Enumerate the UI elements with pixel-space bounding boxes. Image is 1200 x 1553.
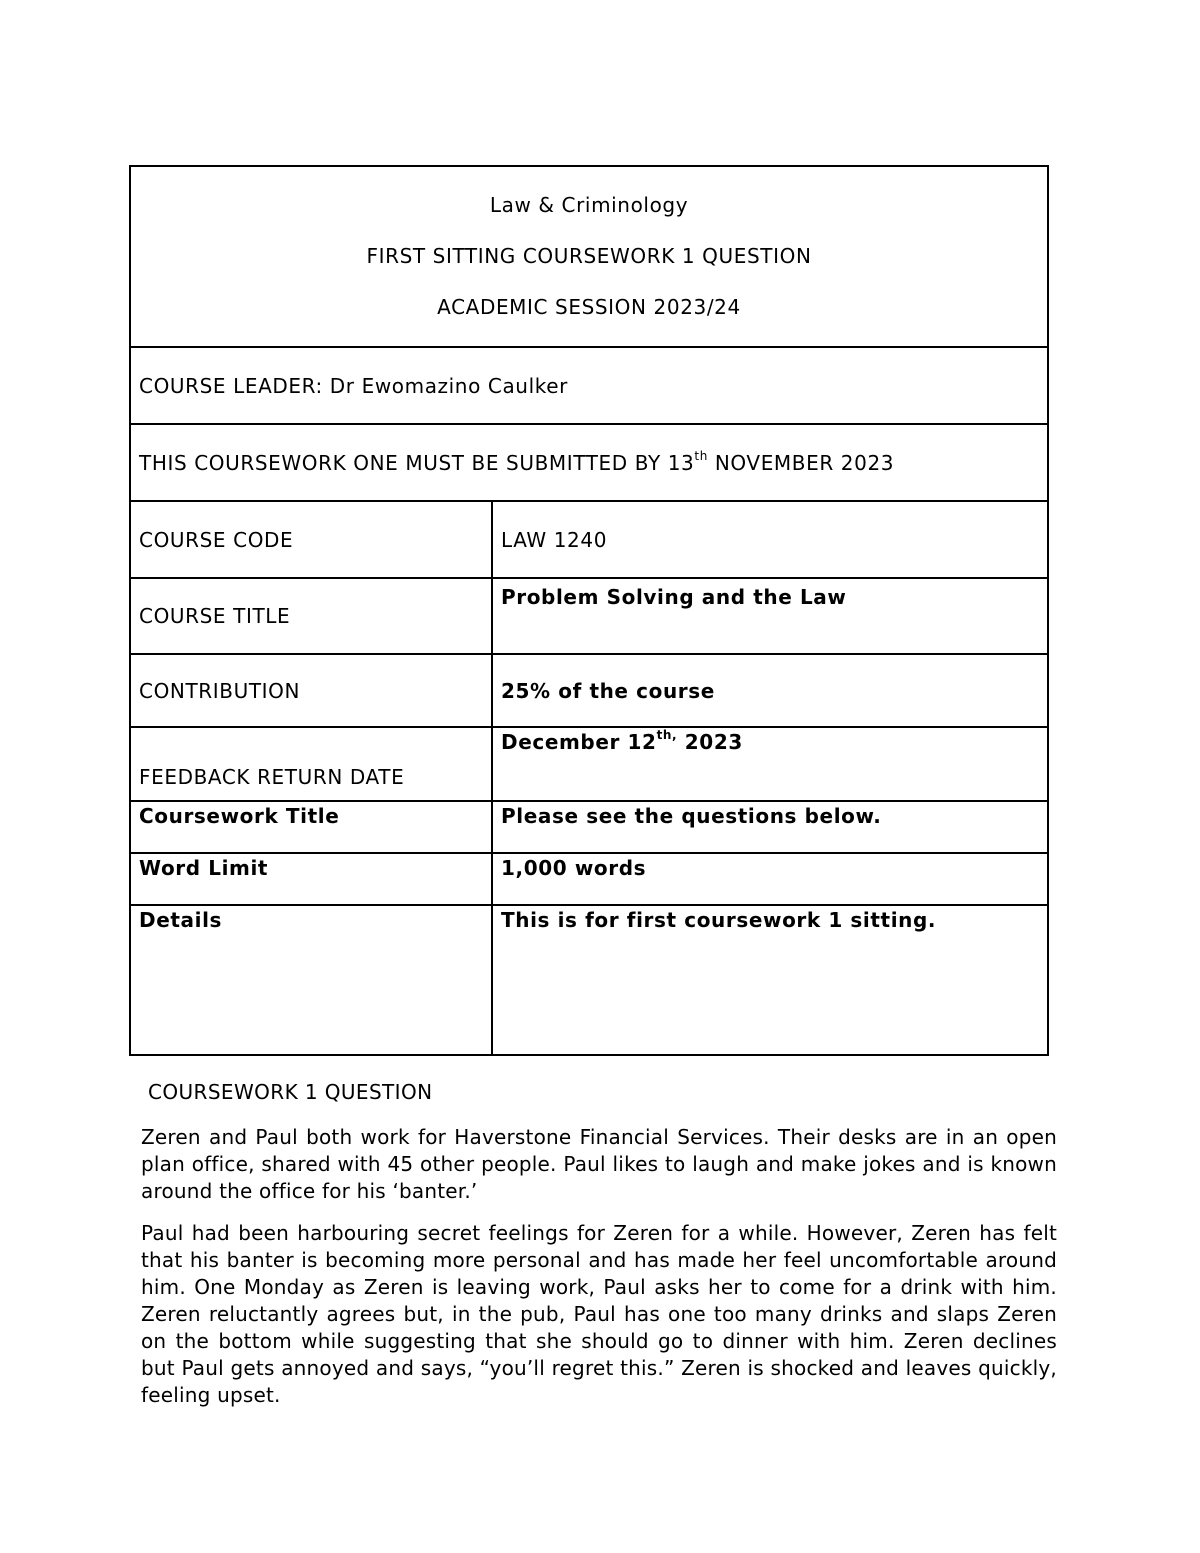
table-row: [130, 654, 1048, 727]
feedback-date-label: FEEDBACK RETURN DATE: [130, 727, 492, 801]
details-label: Details: [130, 905, 492, 1055]
feedback-date-prefix: December 12: [501, 730, 657, 754]
contribution-label: CONTRIBUTION: [130, 654, 492, 727]
header-cell: [130, 166, 1048, 347]
course-leader: COURSE LEADER: Dr Ewomazino Caulker: [130, 347, 1048, 424]
details-value: This is for first coursework 1 sitting.: [492, 905, 1048, 1055]
feedback-date-sup: th,: [656, 728, 678, 743]
department-title: Law & Criminology: [489, 193, 689, 217]
feedback-date-suffix: 2023: [677, 730, 743, 754]
coursework-title-value: Please see the questions below.: [492, 801, 1048, 853]
course-code-label: COURSE CODE: [130, 501, 492, 578]
coursework-title-label: Coursework Title: [130, 801, 492, 853]
question-paragraph-1: Zeren and Paul both work for Haverstone Financial Services. Their desks are in an open plan office, shared with 45 other people. Paul likes to laugh and make jokes and is known around the office for his ‘banter.’: [141, 1125, 1057, 1203]
word-limit-value: 1,000 words: [492, 853, 1048, 905]
feedback-date-value: [492, 727, 1048, 801]
sitting-title: FIRST SITTING COURSEWORK 1 QUESTION: [366, 244, 812, 268]
course-leader-row: [130, 347, 1048, 424]
course-title-value: Problem Solving and the Law: [492, 578, 1048, 654]
coursework-cover-table: [129, 165, 1049, 1056]
header-row: [130, 166, 1048, 347]
question-heading: COURSEWORK 1 QUESTION: [148, 1080, 433, 1104]
submission-suffix: NOVEMBER 2023: [707, 450, 895, 475]
course-title-label: COURSE TITLE: [130, 578, 492, 654]
table-row: [130, 905, 1048, 1055]
contribution-value: 25% of the course: [492, 654, 1048, 727]
submission-sup: th: [694, 448, 708, 463]
table-row: [130, 853, 1048, 905]
submission-deadline: [130, 424, 1048, 501]
submission-prefix: THIS COURSEWORK ONE MUST BE SUBMITTED BY 13: [139, 450, 695, 475]
question-paragraph-2: Paul had been harbouring secret feelings for Zeren for a while. However, Zeren has felt that his banter is becoming more personal and has made her feel uncomfortable around him. One Monday as Zeren is leaving work, Paul asks her to come for a drink with him. Zeren reluctantly agrees but, in the pub, Paul has one too many drinks and slaps Zeren on the bottom while suggesting that she should go to dinner with him. Zeren declines but Paul gets annoyed and says, “you’ll regret this.” Zeren is shocked and leaves quickly, feeling upset.: [141, 1221, 1057, 1407]
table-row: [130, 727, 1048, 801]
table-row: [130, 801, 1048, 853]
table-row: [130, 501, 1048, 578]
course-code-value: LAW 1240: [492, 501, 1048, 578]
academic-session: ACADEMIC SESSION 2023/24: [437, 295, 741, 319]
word-limit-label: Word Limit: [130, 853, 492, 905]
submission-row: [130, 424, 1048, 501]
table-row: [130, 578, 1048, 654]
